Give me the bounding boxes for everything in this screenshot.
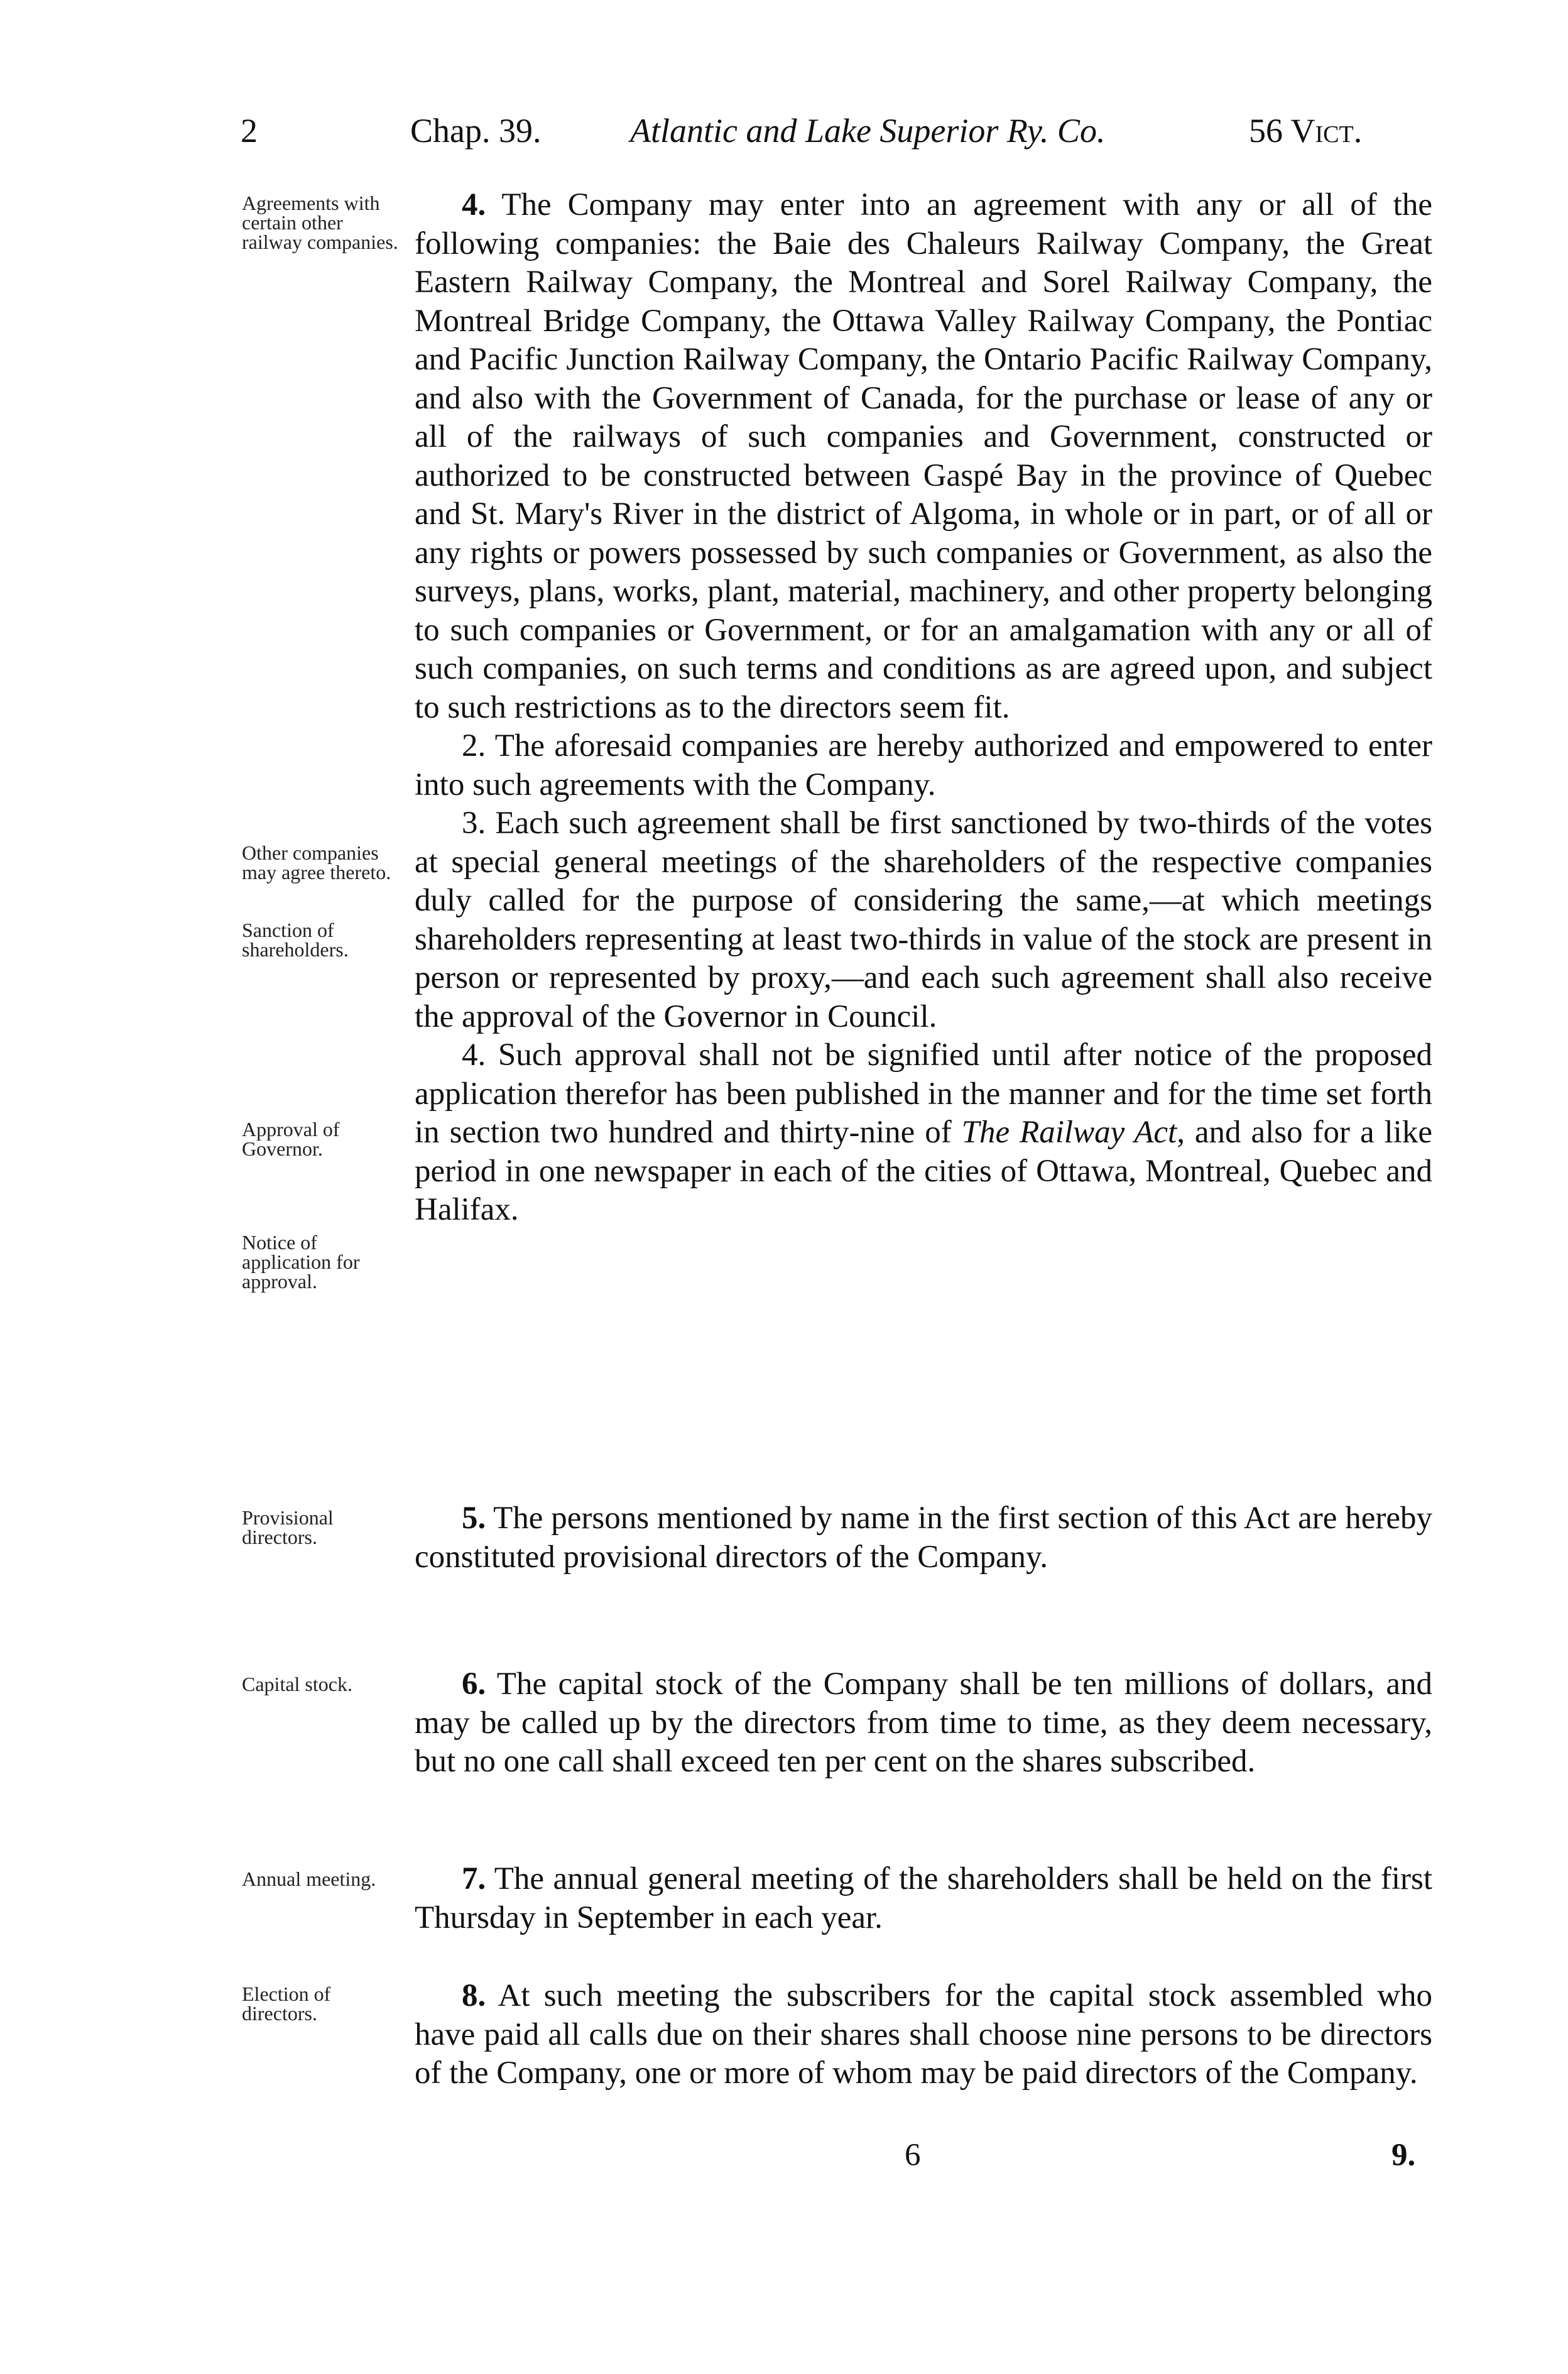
page-number: 2 [241, 112, 258, 150]
section-5 [415, 1499, 1432, 1577]
page-footer [415, 2133, 1432, 2177]
margin-note-sanction: Sanction of shareholders. [242, 919, 349, 961]
regnal-year: 56 Vict. [1249, 112, 1363, 150]
section-7-text: The annual general meeting of the shareholders shall be held on the first Thursday in September in each year. [415, 1861, 1432, 1935]
margin-note-other-companies: Other companies may agree thereto. [242, 841, 391, 883]
section-6-para [415, 1665, 1432, 1781]
chapter-label: Chap. 39. [410, 112, 542, 150]
margin-note-capital: Capital stock. [242, 1673, 352, 1695]
margin-note-provisional: Provisional directors. [242, 1506, 334, 1548]
signature-number: 6 [905, 2138, 921, 2173]
section-5-text: The persons mentioned by name in the first section of this Act are hereby constituted provisional directors of the Company. [415, 1501, 1432, 1575]
section-8-text: At such meeting the subscribers for the capital stock assembled who have paid all calls due on their shares shall choose nine persons to be directors of the Company, one or more of whom may be paid directors of the Company. [415, 1978, 1433, 2091]
margin-note-election: Election of directors. [242, 1983, 331, 2025]
section-4-subsection-4 [415, 1036, 1432, 1230]
section-7 [415, 1860, 1432, 1937]
margin-note-notice: Notice of application for approval. [242, 1231, 360, 1293]
margin-note-agreements: Agreements with certain other railway companies. [242, 192, 398, 253]
subsection-4-text-after: , and also for a like period in one newspaper in each of the cities of Ottawa, Montreal, Quebec and Halifax. [415, 1115, 1432, 1227]
section-8-number: 8. [462, 1978, 486, 2013]
section-4-para-1 [415, 186, 1432, 727]
section-5-para [415, 1499, 1432, 1577]
section-4-number: 4. [462, 187, 486, 222]
margin-note-annual: Annual meeting. [242, 1868, 376, 1890]
section-6-text: The capital stock of the Company shall be ten millions of dollars, and may be called up by the directors from time to time, as they deem necessary, but no one call shall exceed ten per cent on the shares subscribed. [415, 1666, 1432, 1779]
section-7-number: 7. [462, 1861, 486, 1896]
catchword: 9. [1391, 2138, 1416, 2173]
section-8 [415, 1977, 1432, 2093]
section-8-para [415, 1977, 1432, 2093]
margin-note-approval: Approval of Governor. [242, 1118, 340, 1160]
section-6 [415, 1665, 1432, 1781]
section-4 [415, 186, 1432, 1230]
section-4-subsection-2: 2. The aforesaid companies are hereby authorized and empowered to enter into such agreements with the Company. [415, 728, 1432, 802]
section-5-number: 5. [462, 1501, 486, 1536]
act-title: Atlantic and Lake Superior Ry. Co. [630, 112, 1106, 150]
subsection-4-text-before: 4. Such approval shall not be signified until after notice of the proposed application therefor has been published in the manner and for the time set forth in section two hundred and thirty-nine of [415, 1037, 1432, 1150]
section-7-para [415, 1860, 1432, 1937]
section-4-subsection-3: 3. Each such agreement shall be first sanctioned by two-thirds of the votes at special general meetings of the shareholders of the respective companies duly called for the purpose of considering the same,—at which meetings shareholders representing at least two-thirds in value of the stock are present in person or represented by proxy,—and each such agreement shall also receive the approval of the Governor in Council. [415, 806, 1432, 1034]
section-6-number: 6. [462, 1666, 486, 1702]
running-header [241, 106, 1434, 156]
railway-act-title: The Railway Act [961, 1115, 1177, 1150]
section-4-text: The Company may enter into an agreement with any or all of the following companies: the Baie des Chaleurs Railway Company, the Great Eastern Railway Company, the Montreal and Sorel Railway Company, the Montreal Bridge Company, the Ottawa Valley Railway Company, the Pontiac and Pacific Junction Railway Company, the Ontario Pacific Railway Company, and also with the Government of Canada, for the purchase or lease of any or all of the railways of such companies and Government, constructed or authorized to be constructed between Gaspé Bay in the province of Quebec and St. Mary's River in the district of Algoma, in whole or in part, or of all or any rights or powers possessed by such companies or Government, as also the surveys, plans, works, plant, material, machinery, and other property belonging to such companies or Government, or for an amalgamation with any or all of such companies, on such terms and conditions as are agreed upon, and subject to such restrictions as to the directors seem fit. [415, 187, 1432, 725]
